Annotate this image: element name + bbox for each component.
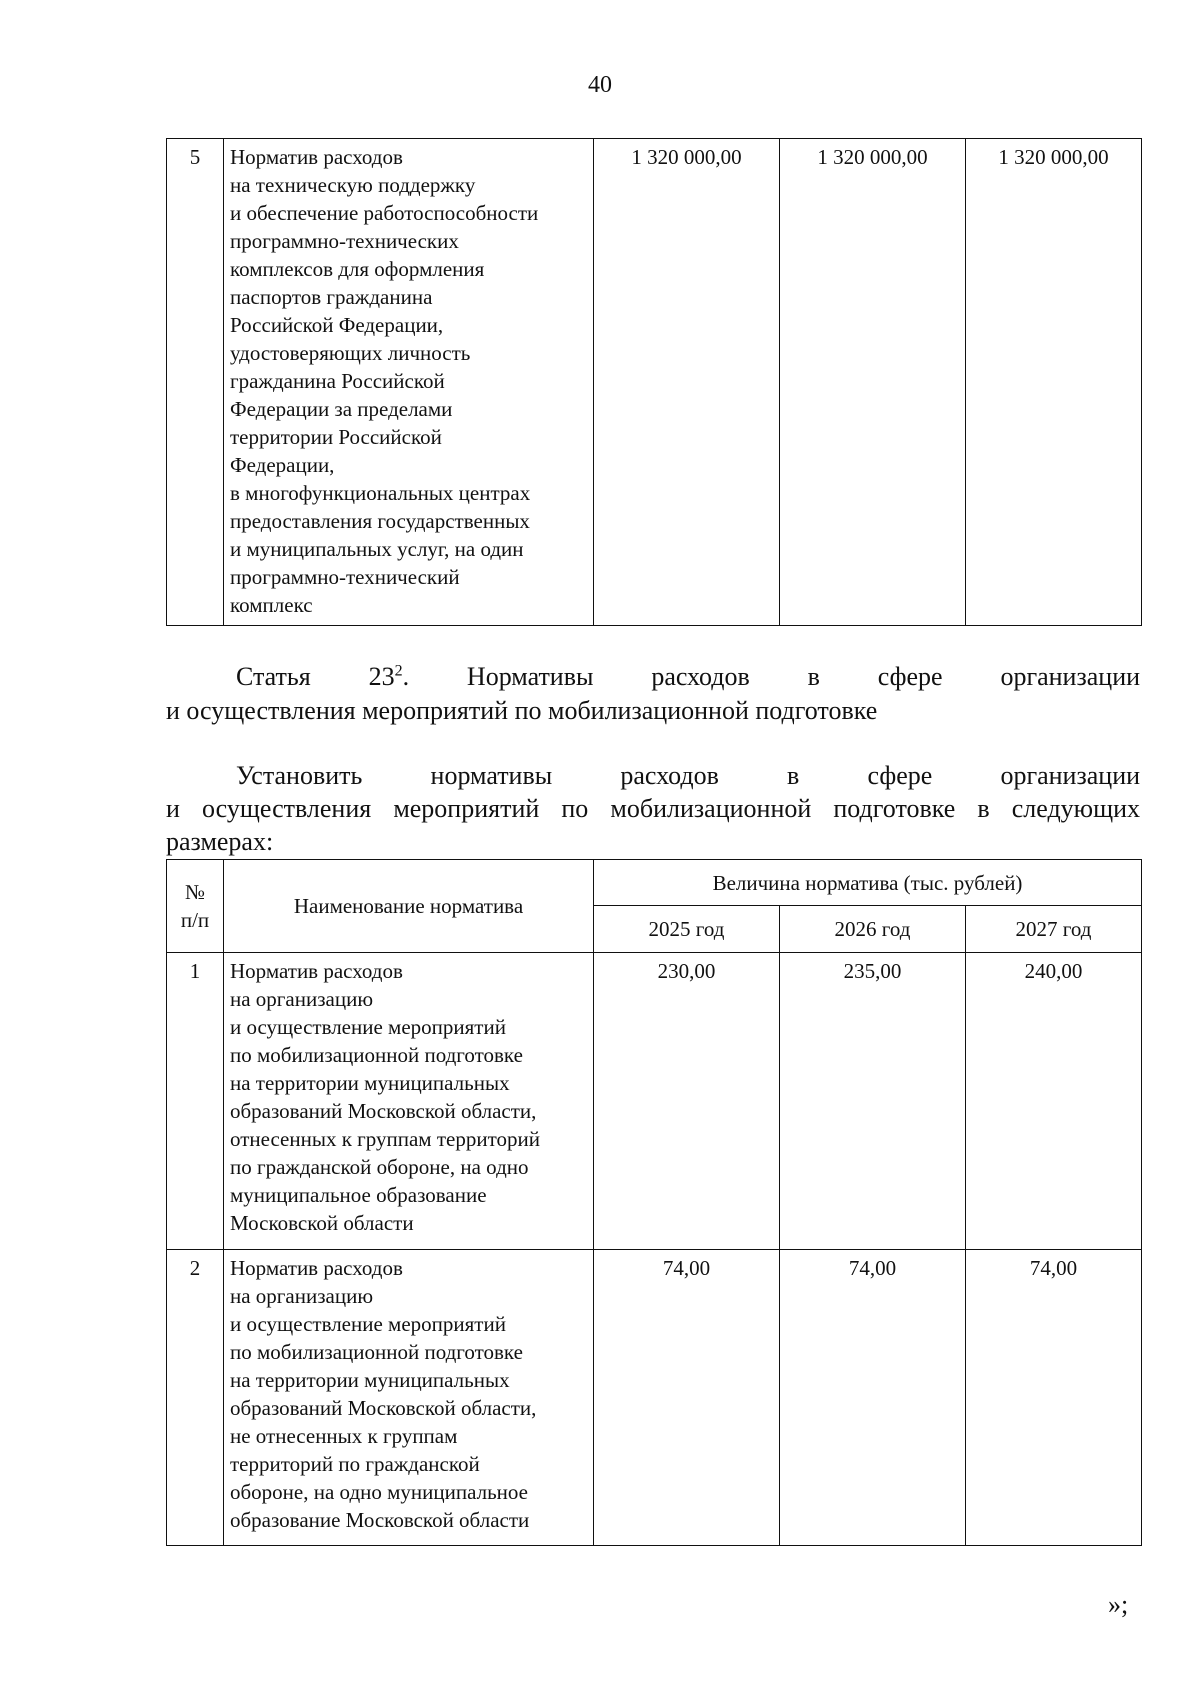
intro-line-3: размерах:	[166, 827, 274, 856]
header-value-group: Величина норматива (тыс. рублей)	[594, 860, 1142, 906]
norms-table	[166, 859, 1142, 1546]
value-2026: 235,00	[780, 953, 966, 1250]
heading-word: расходов	[651, 662, 750, 691]
page-number: 40	[588, 72, 612, 98]
norm-name: Норматив расходов на организацию и осуществление мероприятий по мобилизационной подготовке на территории муниципальных образований Московской области, отнесенных к группам территорий по гражданской обороне, на одно муниципальное образование Московской области	[224, 953, 594, 1250]
value-2025: 230,00	[594, 953, 780, 1250]
intro-line-1: Установить нормативы расходов в сфере организации	[236, 761, 1141, 790]
row-number: 2	[167, 1250, 224, 1546]
table-row	[167, 139, 1142, 626]
closing-quote-mark: »;	[1108, 1590, 1129, 1619]
heading-word: организации	[1000, 662, 1141, 691]
value-2026: 1 320 000,00	[780, 139, 966, 626]
heading-word: сфере	[877, 662, 943, 691]
header-number: № п/п	[167, 860, 224, 953]
norms-table-continuation	[166, 138, 1142, 626]
header-year-2026: 2026 год	[780, 906, 966, 953]
value-2026: 74,00	[780, 1250, 966, 1546]
table-row	[167, 1250, 1142, 1546]
value-2025: 74,00	[594, 1250, 780, 1546]
row-number: 5	[167, 139, 224, 626]
header-year-2025: 2025 год	[594, 906, 780, 953]
article-superscript: 2	[394, 662, 403, 680]
heading-word: в	[807, 662, 820, 691]
value-2027: 74,00	[966, 1250, 1142, 1546]
norm-name: Норматив расходов на техническую поддержку и обеспечение работоспособности программно-технических комплексов для оформления паспортов гражданина Российской Федерации, удостоверяющих личность гражданина Российской Федерации за пределами территории Российской Федерации, в многофункциональных центрах предоставления государственных и муниципальных услуг, на один программно-технический комплекс	[224, 139, 594, 626]
value-2027: 240,00	[966, 953, 1142, 1250]
table-row	[167, 953, 1142, 1250]
article-heading-line-1	[166, 660, 1140, 694]
article-heading-line-2: и осуществления мероприятий по мобилизационной подготовке	[166, 696, 878, 725]
article-number: Статья $23^2$. Нормативы	[236, 662, 594, 691]
value-2025: 1 320 000,00	[594, 139, 780, 626]
intro-paragraph	[166, 759, 1140, 858]
header-year-2027: 2027 год	[966, 906, 1142, 953]
norm-name: Норматив расходов на организацию и осуществление мероприятий по мобилизационной подготовке на территории муниципальных образований Московской области, не отнесенных к группам территорий по гражданской обороне, на одно муниципальное образование Московской области	[224, 1250, 594, 1546]
value-2027: 1 320 000,00	[966, 139, 1142, 626]
article-heading	[166, 660, 1140, 728]
row-number: 1	[167, 953, 224, 1250]
intro-line-2: и осуществления мероприятий по мобилизационной подготовке в следующих	[166, 794, 1141, 823]
table-header-row	[167, 860, 1142, 906]
header-name: Наименование норматива	[224, 860, 594, 953]
